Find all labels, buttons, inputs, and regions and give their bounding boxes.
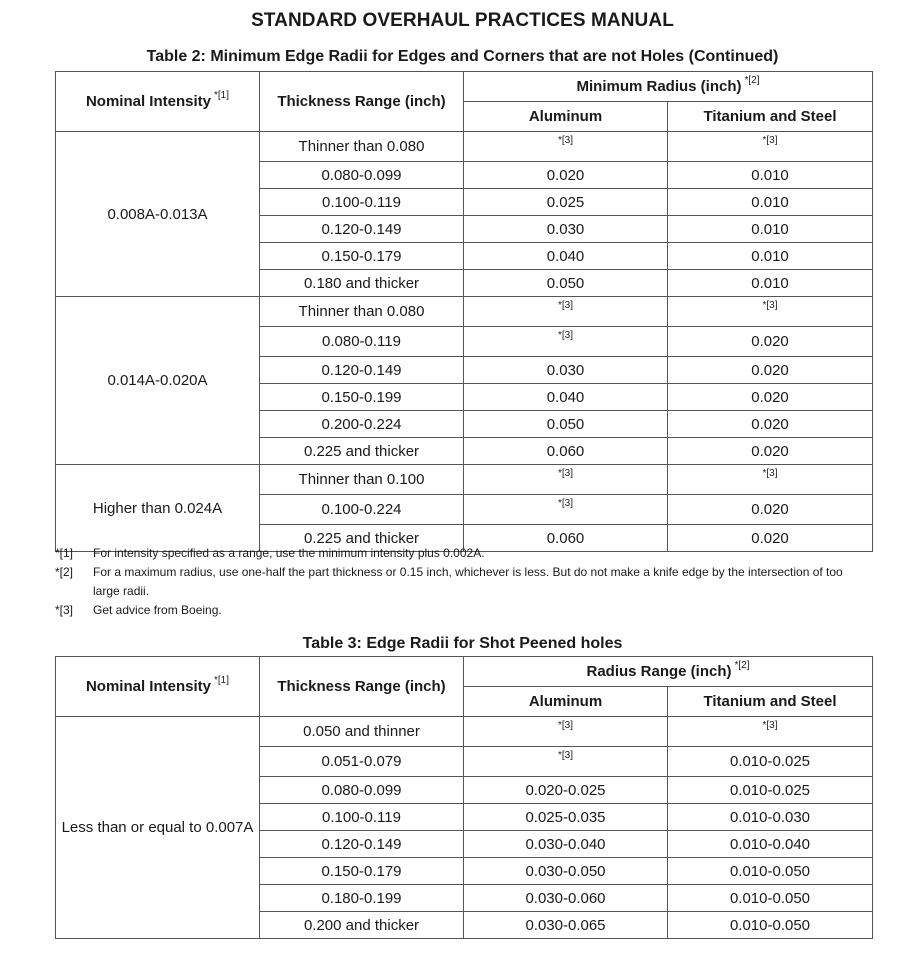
titanium-steel-radius-cell: 0.010-0.050 (668, 912, 873, 939)
nominal-intensity-cell: Less than or equal to 0.007A (56, 717, 260, 939)
titanium-steel-radius-cell: *[3] (668, 297, 873, 327)
thickness-cell: Thinner than 0.080 (260, 297, 464, 327)
titanium-steel-radius-cell: *[3] (668, 717, 873, 747)
document-title: STANDARD OVERHAUL PRACTICES MANUAL (251, 10, 674, 31)
titanium-steel-radius-cell: 0.020 (668, 384, 873, 411)
table2-caption: Table 2: Minimum Edge Radii for Edges and Corners that are not Holes (Continued) (146, 48, 779, 65)
table-row (56, 297, 873, 327)
titanium-steel-radius-cell: 0.010 (668, 270, 873, 297)
titanium-steel-radius-cell: 0.020 (668, 495, 873, 525)
titanium-steel-radius-cell: *[3] (668, 132, 873, 162)
thickness-cell: 0.180-0.199 (260, 885, 464, 912)
aluminum-radius-cell: 0.030-0.060 (464, 885, 668, 912)
footnote-ref: *[2] (734, 660, 750, 671)
aluminum-radius-cell: 0.050 (464, 270, 668, 297)
thickness-cell: 0.150-0.179 (260, 858, 464, 885)
footnote-2: *[2] For a maximum radius, use one-half the part thickness or 0.15 inch, whichever is less. But do not make a knife edge by the intersection of too large radii. (55, 565, 843, 598)
thickness-cell: 0.100-0.224 (260, 495, 464, 525)
thickness-cell: 0.200 and thicker (260, 912, 464, 939)
aluminum-radius-cell: 0.030 (464, 216, 668, 243)
table2-body (56, 132, 873, 552)
header-minimum-radius: Minimum Radius (inch) $^{*[2]}$ (464, 72, 873, 102)
header-thickness-range: Thickness Range (inch) (260, 72, 464, 132)
aluminum-radius-cell: 0.030-0.040 (464, 831, 668, 858)
footnote-ref: *[1] (214, 675, 230, 686)
aluminum-radius-cell: *[3] (464, 747, 668, 777)
nominal-intensity-cell: 0.014A-0.020A (56, 297, 260, 465)
thickness-cell: 0.180 and thicker (260, 270, 464, 297)
titanium-steel-radius-cell: 0.010-0.040 (668, 831, 873, 858)
thickness-cell: 0.120-0.149 (260, 216, 464, 243)
footnote-ref: *[2] (744, 75, 760, 86)
thickness-cell: 0.080-0.099 (260, 777, 464, 804)
titanium-steel-radius-cell: 0.020 (668, 357, 873, 384)
aluminum-radius-cell: *[3] (464, 327, 668, 357)
table-row (56, 717, 873, 747)
nominal-intensity-cell: 0.008A-0.013A (56, 132, 260, 297)
footnote-ref: *[1] (214, 90, 230, 101)
thickness-cell: 0.100-0.119 (260, 804, 464, 831)
table3-body (56, 717, 873, 939)
titanium-steel-radius-cell: 0.010 (668, 189, 873, 216)
aluminum-radius-cell: 0.020 (464, 162, 668, 189)
titanium-steel-radius-cell: 0.010-0.050 (668, 858, 873, 885)
thickness-cell: 0.080-0.099 (260, 162, 464, 189)
footnotes (55, 544, 855, 620)
thickness-cell: 0.200-0.224 (260, 411, 464, 438)
titanium-steel-radius-cell: 0.010-0.030 (668, 804, 873, 831)
thickness-cell: 0.051-0.079 (260, 747, 464, 777)
thickness-cell: 0.050 and thinner (260, 717, 464, 747)
titanium-steel-radius-cell: 0.010-0.050 (668, 885, 873, 912)
aluminum-radius-cell: 0.025-0.035 (464, 804, 668, 831)
aluminum-radius-cell: *[3] (464, 132, 668, 162)
header-aluminum: Aluminum (464, 102, 668, 132)
aluminum-radius-cell: 0.030-0.065 (464, 912, 668, 939)
header-titanium-steel: Titanium and Steel (668, 687, 873, 717)
table3-caption: Table 3: Edge Radii for Shot Peened holes (302, 635, 623, 652)
titanium-steel-radius-cell: 0.010-0.025 (668, 777, 873, 804)
aluminum-radius-cell: 0.040 (464, 243, 668, 270)
table-row (56, 132, 873, 162)
aluminum-radius-cell: *[3] (464, 717, 668, 747)
thickness-cell: 0.120-0.149 (260, 831, 464, 858)
thickness-cell: 0.120-0.149 (260, 357, 464, 384)
aluminum-radius-cell: 0.030 (464, 357, 668, 384)
thickness-cell: Thinner than 0.100 (260, 465, 464, 495)
aluminum-radius-cell: 0.060 (464, 438, 668, 465)
titanium-steel-radius-cell: 0.020 (668, 438, 873, 465)
aluminum-radius-cell: *[3] (464, 297, 668, 327)
thickness-cell: 0.225 and thicker (260, 525, 464, 552)
thickness-cell: 0.100-0.119 (260, 189, 464, 216)
thickness-cell: 0.150-0.179 (260, 243, 464, 270)
aluminum-radius-cell: 0.020-0.025 (464, 777, 668, 804)
titanium-steel-radius-cell: 0.010 (668, 243, 873, 270)
header-nominal-intensity: Nominal Intensity $^{*[1]}$ (56, 72, 260, 132)
aluminum-radius-cell: 0.040 (464, 384, 668, 411)
header-nominal-intensity: Nominal Intensity $^{*[1]}$ (56, 657, 260, 717)
aluminum-radius-cell: 0.060 (464, 525, 668, 552)
nominal-intensity-cell: Higher than 0.024A (56, 465, 260, 552)
aluminum-radius-cell: *[3] (464, 495, 668, 525)
header-aluminum: Aluminum (464, 687, 668, 717)
titanium-steel-radius-cell: 0.010 (668, 216, 873, 243)
table2 (55, 71, 873, 552)
table3 (55, 656, 873, 939)
thickness-cell: Thinner than 0.080 (260, 132, 464, 162)
aluminum-radius-cell: 0.030-0.050 (464, 858, 668, 885)
titanium-steel-radius-cell: 0.020 (668, 525, 873, 552)
aluminum-radius-cell: 0.025 (464, 189, 668, 216)
table-row (56, 465, 873, 495)
footnote-3: *[3] Get advice from Boeing. (55, 603, 222, 617)
titanium-steel-radius-cell: 0.020 (668, 411, 873, 438)
titanium-steel-radius-cell: 0.010 (668, 162, 873, 189)
thickness-cell: 0.150-0.199 (260, 384, 464, 411)
header-thickness-range: Thickness Range (inch) (260, 657, 464, 717)
aluminum-radius-cell: 0.050 (464, 411, 668, 438)
titanium-steel-radius-cell: 0.010-0.025 (668, 747, 873, 777)
header-radius-range: Radius Range (inch) $^{*[2]}$ (464, 657, 873, 687)
titanium-steel-radius-cell: *[3] (668, 465, 873, 495)
titanium-steel-radius-cell: 0.020 (668, 327, 873, 357)
footnote-1: *[1] For intensity specified as a range, use the minimum intensity plus 0.002A. (55, 546, 485, 560)
thickness-cell: 0.080-0.119 (260, 327, 464, 357)
aluminum-radius-cell: *[3] (464, 465, 668, 495)
thickness-cell: 0.225 and thicker (260, 438, 464, 465)
header-titanium-steel: Titanium and Steel (668, 102, 873, 132)
